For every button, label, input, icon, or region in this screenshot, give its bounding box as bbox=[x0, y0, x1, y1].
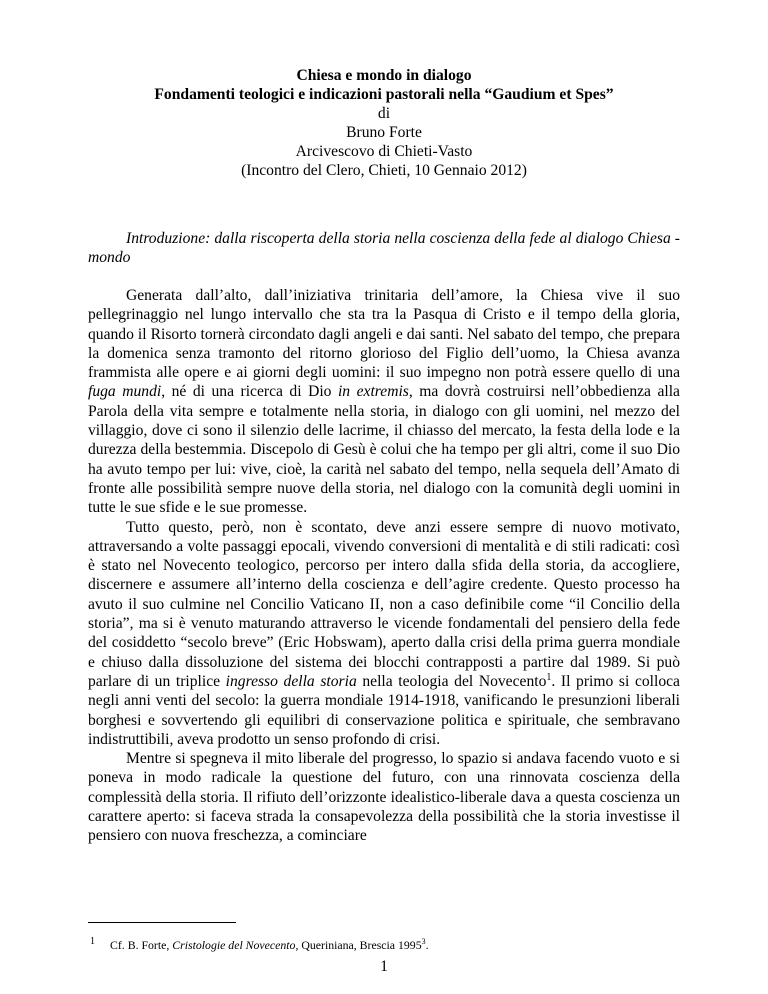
paragraph-1: Generata dall’alto, dall’iniziativa trinitaria dell’amore, la Chiesa vive il suo pellegrinaggio nel lungo intervallo che sta tra la Pasqua di Cristo e il tempo della gloria, quando il Risorto tornerà circondato dagli angeli e dai santi. Nel sabato del tempo, che prepara la domenica senza tramonto del ritorno glorioso del Figlio dell’uomo, la Chiesa avanza frammista alle opere e ai giorni degli uomini: il suo impegno non potrà essere quello di una fuga mundi, né di una ricerca di Dio in extremis, ma dovrà costruirsi nell’obbedienza alla Parola della vita sempre e totalmente nella storia, in dialogo con gli uomini, nel mezzo del villaggio, dove ci sono il silenzio delle lacrime, il chiasso del mercato, la festa della lode e la durezza della bestemmia. Discepolo di Gesù è colui che ha tempo per gli altri, come il suo Dio ha avuto tempo per lui: vive, cioè, la carità nel sabato del tempo, nella sequela dell’Amato di fronte alle possibilità sempre nuove della storia, nel dialogo con la comunità degli uomini in tutte le sue sfide e le sue promesse. bbox=[88, 287, 680, 517]
author-name: Bruno Forte bbox=[346, 124, 422, 141]
author-role: Arcivescovo di Chieti-Vasto bbox=[295, 143, 473, 160]
paragraph-3: Mentre si spegneva il mito liberale del progresso, lo spazio si andava facendo vuoto e si poneva in modo radicale la questione del futuro, con una rinnovata coscienza della complessità della storia. Il rifiuto dell’orizzonte idealistico-liberale dava a questa coscienza un carattere aperto: si faceva strada la consapevolezza della possibilità che la storia investisse il pensiero con nuova freschezza, a cominciare bbox=[88, 750, 680, 845]
paragraph-2: Tutto questo, però, non è scontato, deve anzi essere sempre di nuovo motivato, attraversando a volte passaggi epocali, vivendo conversioni di mentalità e di stili radicati: così è stato nel Novecento teologico, percorso per intero dalla sfida della storia, da accogliere, discernere e assumere all’interno della coscienza e dell’agire credente. Questo processo ha avuto il suo culmine nel Concilio Vaticano II, non a caso definibile come “il Concilio della storia”, ma si è venuto maturando attraverso le vicende fondamentali del pensiero della fede del cosiddetto “secolo breve” (Eric Hobswam), aperto dalla crisi della prima guerra mondiale e chiuso dalla dissoluzione del sistema dei blocchi contrapposti a partire dal 1989. Si può parlare di un triplice ingresso della storia nella teologia del Novecento$^1$. Il primo si colloca negli anni venti del secolo: la guerra mondiale 1914-1918, vanificando le presunzioni liberali borghesi e sovvertendo gli equilibri di conservazione politica e spirituale, che sembravano indistruttibili, aveva prodotto un senso profondo di crisi. bbox=[88, 518, 680, 748]
footnote-1: 1 Cf. B. Forte, Cristologie del Novecento, Queriniana, Brescia 1995$^3$. bbox=[90, 936, 429, 952]
body-text bbox=[88, 286, 680, 846]
document-header bbox=[88, 66, 680, 180]
italic-fuga-mundi: fuga mundi bbox=[88, 383, 162, 401]
footnote-mark: 1 bbox=[90, 936, 95, 947]
italic-ingresso-della-storia: ingresso della storia bbox=[225, 672, 357, 690]
italic-in-extremis: in extremis bbox=[337, 383, 409, 401]
document-subtitle: Fondamenti teologici e indicazioni pastorali nella “Gaudium et Spes” bbox=[154, 86, 614, 103]
introduction-heading: Introduzione: dalla riscoperta della storia nella coscienza della fede al dialogo Chiesa - mondo bbox=[88, 230, 680, 267]
footnote-separator bbox=[88, 922, 236, 923]
footnote-book-title: Cristologie del Novecento bbox=[172, 938, 296, 952]
page-number: 1 bbox=[380, 958, 388, 975]
footnote-edition: 3 bbox=[421, 937, 426, 947]
byline-di: di bbox=[377, 105, 391, 122]
event-occasion: (Incontro del Clero, Chieti, 10 Gennaio 2012) bbox=[241, 162, 527, 179]
footnote-reference[interactable]: 1 bbox=[546, 671, 552, 683]
document-title: Chiesa e mondo in dialogo bbox=[296, 67, 472, 84]
